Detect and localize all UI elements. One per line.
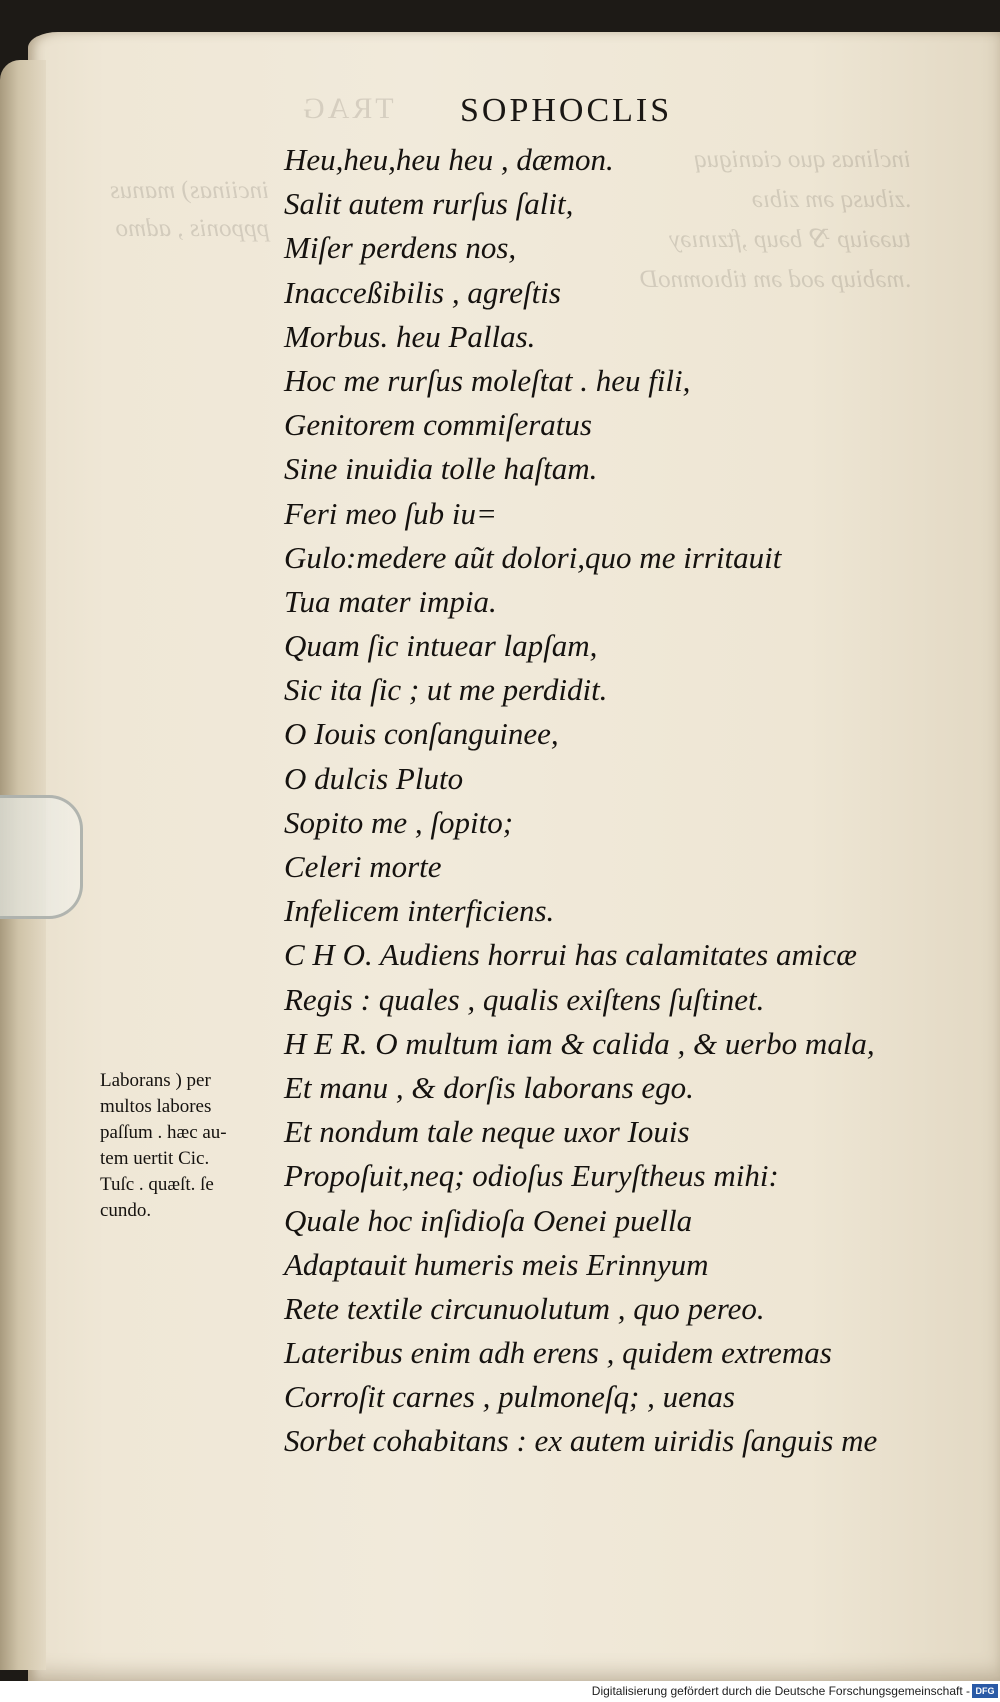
verse-line: Gulo:medere aũt dolori,quo me irritauit bbox=[284, 539, 782, 575]
running-header: SOPHOCLIS bbox=[460, 92, 673, 129]
verse-line: Corroſit carnes , pulmoneſq; , uenas bbox=[284, 1379, 735, 1415]
verse-line: O dulcis Pluto bbox=[284, 760, 464, 796]
verse-line: Inacceßibilis , agreſtis bbox=[284, 274, 561, 310]
verse-line: O Iouis conſanguinee, bbox=[284, 716, 559, 752]
verse-line: Tua mater impia. bbox=[284, 583, 497, 619]
verse-line: Lateribus enim adh erens , quidem extremas bbox=[284, 1335, 832, 1371]
verse-line: Heu,heu,heu heu , dæmon. bbox=[284, 142, 614, 177]
verse-line: Miſer perdens nos, bbox=[284, 230, 517, 266]
verse-line: Morbus. heu Pallas. bbox=[284, 318, 536, 354]
digitization-footer bbox=[0, 1681, 1000, 1702]
verse-line: H E R. O multum iam & calida , & uerbo mala, bbox=[284, 1025, 875, 1061]
margin-note-line: multos labores bbox=[100, 1096, 212, 1117]
margin-note-line: tem uertit Cic. bbox=[100, 1148, 210, 1169]
show-through-left: inciinas) manus ppponis , admo bbox=[110, 177, 270, 242]
verse-line: Celeri morte bbox=[284, 849, 442, 884]
verse-line: Propoſuit,neq; odioſus Euryſtheus mihi: bbox=[284, 1158, 779, 1194]
verse-line: Et nondum tale neque uxor Iouis bbox=[284, 1114, 690, 1150]
verse-line: Sorbet cohabitans : ex autem uiridis ſanguis me bbox=[284, 1423, 878, 1459]
margin-note-line: cundo. bbox=[100, 1200, 152, 1221]
funding-notice: Digitalisierung gefördert durch die Deutsche Forschungsgemeinschaft - bbox=[591, 1684, 970, 1698]
page-clip bbox=[0, 795, 83, 919]
show-through-right: inclinas quo cianiguq .zibusq əm zibıə tuəəiup ⅋ bəup ,ftzınıəy .məbiup əod əm tibıomnoD bbox=[640, 146, 911, 293]
verse-line: Adaptauit humeris meis Erinnyum bbox=[284, 1246, 709, 1282]
verse-line: Salit autem rurſus ſalit, bbox=[284, 186, 574, 222]
margin-note-line: paſſum . hæc au- bbox=[100, 1122, 227, 1143]
verse-line: Genitorem commiſeratus bbox=[284, 407, 592, 443]
verse-line: Regis : quales , qualis exiſtens ſuſtinet. bbox=[284, 981, 765, 1017]
verse-line: Quam ſic intuear lapſam, bbox=[284, 628, 598, 664]
margin-note-line: Tuſc . quæſt. ſe bbox=[100, 1174, 214, 1195]
verse-line: C H O. Audiens horrui has calamitates amicæ bbox=[284, 937, 857, 973]
verse-line: Quale hoc inſidioſa Oenei puella bbox=[284, 1202, 693, 1238]
verse-line: Sine inuidia tolle haſtam. bbox=[284, 451, 598, 487]
verse-line: Feri meo ſub iu= bbox=[284, 495, 497, 531]
verse-line: Et manu , & dorſis laborans ego. bbox=[284, 1069, 694, 1105]
verse-line: Rete textile circunuolutum , quo pereo. bbox=[284, 1290, 765, 1326]
dfg-logo-icon: DFG bbox=[972, 1684, 998, 1698]
verse-line: Hoc me rurſus moleſtat . heu fili, bbox=[284, 362, 691, 398]
verse-text bbox=[284, 138, 984, 1464]
verse-line: Sic ita ſic ; ut me perdidit. bbox=[284, 672, 608, 708]
margin-note-line: Laborans ) per bbox=[100, 1070, 211, 1091]
margin-note bbox=[100, 1068, 280, 1224]
verse-line: Infelicem interficiens. bbox=[284, 893, 555, 929]
verse-line: Sopito me , ſopito; bbox=[284, 804, 514, 840]
header-show-through: TRAG bbox=[300, 92, 394, 125]
